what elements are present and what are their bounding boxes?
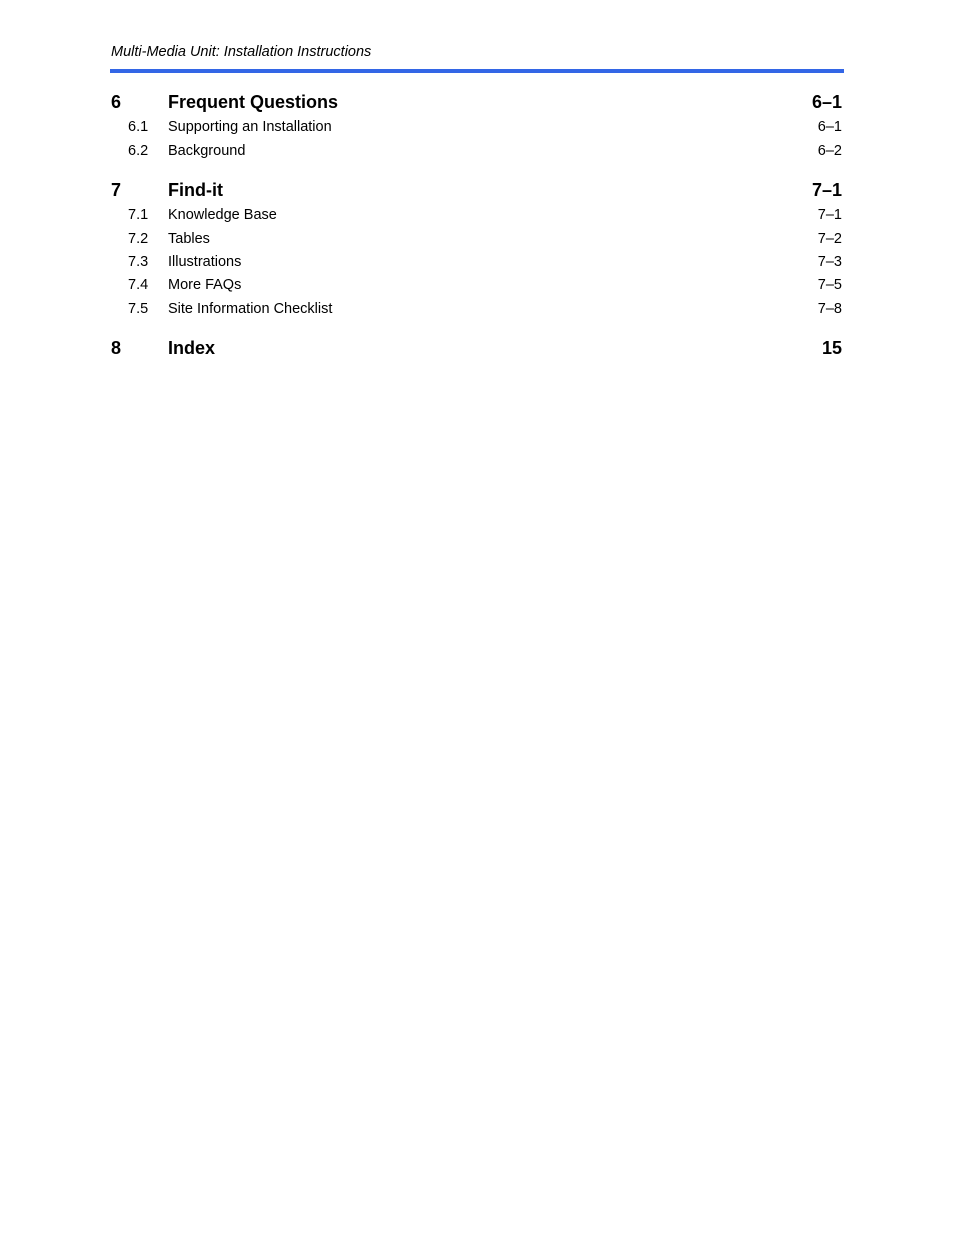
toc-entry-page: 6–2 bbox=[817, 143, 842, 159]
toc-entry-page: 7–8 bbox=[817, 301, 842, 317]
toc-entry-number: 7.4 bbox=[128, 277, 149, 293]
toc-entry-title: Index bbox=[168, 338, 216, 358]
toc-entry-title: Tables bbox=[168, 231, 210, 247]
toc-entry-number: 7 bbox=[111, 180, 122, 200]
toc-entry-page: 15 bbox=[821, 338, 842, 358]
toc-entry-number: 7.3 bbox=[128, 254, 149, 270]
toc-entry-number: 7.5 bbox=[128, 301, 149, 317]
toc-entry-number: 6.2 bbox=[128, 143, 149, 159]
toc-entry-chapter-8[interactable] bbox=[111, 338, 842, 362]
toc-entry-number: 8 bbox=[111, 338, 122, 358]
toc-entry-section-7-5[interactable] bbox=[111, 301, 842, 321]
toc-entry-title: Frequent Questions bbox=[168, 92, 339, 112]
toc-entry-title: Find-it bbox=[168, 180, 223, 200]
toc-entry-page: 7–3 bbox=[817, 254, 842, 270]
toc-entry-title: Illustrations bbox=[168, 254, 242, 270]
toc-entry-chapter-6[interactable] bbox=[111, 92, 842, 116]
toc-entry-title: Site Information Checklist bbox=[168, 301, 333, 317]
toc-entry-section-7-1[interactable] bbox=[111, 207, 842, 227]
toc-entry-title: More FAQs bbox=[168, 277, 242, 293]
header-rule bbox=[110, 69, 844, 73]
toc-entry-title: Knowledge Base bbox=[168, 207, 277, 223]
toc-entry-section-7-2[interactable] bbox=[111, 231, 842, 251]
toc-entry-number: 7.1 bbox=[128, 207, 149, 223]
toc-entry-number: 6 bbox=[111, 92, 122, 112]
toc-entry-number: 6.1 bbox=[128, 119, 149, 135]
toc-entry-section-6-2[interactable] bbox=[111, 143, 842, 163]
toc-entry-page: 7–1 bbox=[811, 180, 842, 200]
toc-entry-page: 6–1 bbox=[817, 119, 842, 135]
running-header: Multi-Media Unit: Installation Instructions bbox=[111, 44, 372, 60]
toc-entry-page: 6–1 bbox=[811, 92, 842, 112]
toc-entry-title: Background bbox=[168, 143, 246, 159]
toc-entry-page: 7–5 bbox=[817, 277, 842, 293]
toc-entry-page: 7–1 bbox=[817, 207, 842, 223]
toc-entry-title: Supporting an Installation bbox=[168, 119, 332, 135]
toc-entry-section-6-1[interactable] bbox=[111, 119, 842, 139]
toc-entry-page: 7–2 bbox=[817, 231, 842, 247]
toc-entry-section-7-4[interactable] bbox=[111, 277, 842, 297]
toc-entry-chapter-7[interactable] bbox=[111, 180, 842, 204]
toc-entry-number: 7.2 bbox=[128, 231, 149, 247]
toc-entry-section-7-3[interactable] bbox=[111, 254, 842, 274]
